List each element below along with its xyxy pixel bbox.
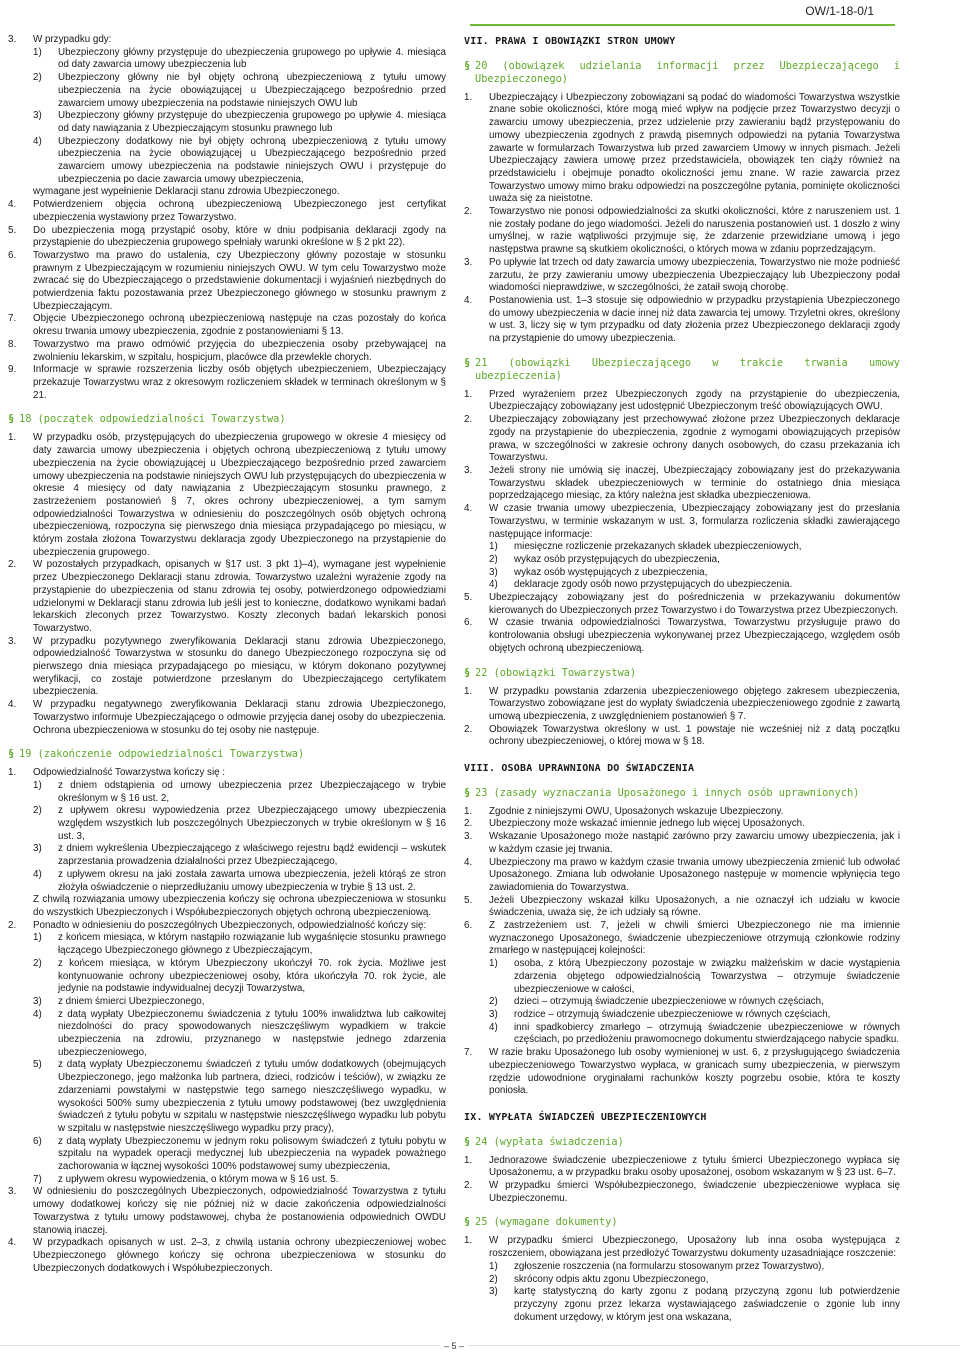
sub-item-text: wykaz osób występujących z ubezpieczenia, bbox=[514, 566, 708, 578]
clause-text: Jeżeli Ubezpieczony wskazał kilku Uposażonych, a nie oznaczył ich udziału w kwocie świadczenia, uważa się, że ich udziały są równe. bbox=[489, 894, 900, 919]
clause-number: 5. bbox=[8, 224, 17, 236]
clause-number: 1. bbox=[464, 388, 473, 400]
section-arrow-icon: § bbox=[464, 1216, 471, 1229]
sub-item bbox=[8, 1059, 446, 1135]
clause-text: W przypadku śmierci Ubezpieczonego, Uposażony lub inna osoba występująca z roszczeniem, obowiązana jest przedłożyć Towarzystwu dokumenty uzasadniające roszczenie: bbox=[489, 1235, 900, 1260]
clause-number: 5. bbox=[464, 894, 473, 906]
left-column bbox=[8, 34, 446, 1275]
clause bbox=[464, 389, 900, 414]
footer-rule bbox=[0, 1345, 960, 1346]
clause-text: W przypadku osób, przystępujących do ubezpieczenia grupowego w okresie 4 miesięcy od daty zawarcia umowy ubezpieczenia i objętych ochroną ubezpieczeniową z tytułu umowy ubezpieczenia na życie obowiązującej u Ubezpieczającego bezpośrednio przed zawarciem umowy ubezpieczenia na podstawie niniejszych OWU lub przystępujących do ubezpieczenia w okresie 4 miesięcy od daty nawiązania z Ubezpieczającym stosunku prawnego, z zastrzeżeniem postanowień § 7, okres ochrony ubezpieczeniowej, a tym samym odpowiedzialności Towarzystwa w odniesieniu do poszczególnych osób objętych ochroną ubezpieczeniową, rozpoczyna się pierwszego dnia miesiąca przypadającego po miesiącu, w którym została złożona Towarzystwu deklaracja zgody Ubezpieczonego na przystąpienie do ubezpieczenia grupowego. bbox=[33, 432, 446, 558]
sub-item bbox=[464, 958, 900, 996]
section-title: 22 (obowiązki Towarzystwa) bbox=[475, 666, 637, 679]
sub-item-number: 4) bbox=[33, 1008, 42, 1020]
clause-number: 2. bbox=[464, 723, 473, 735]
sub-item-number: 1) bbox=[489, 541, 498, 553]
clause-number: 4. bbox=[464, 503, 473, 515]
section-heading-22 bbox=[464, 667, 900, 680]
clause bbox=[464, 818, 900, 831]
chapter-heading-viii: VIII. OSOBA UPRAWNIONA DO ŚWIADCZENIA bbox=[464, 763, 695, 775]
clause-text: Ubezpieczony może wskazać imiennie jednego lub więcej Uposażonych. bbox=[489, 818, 805, 830]
sub-item-text: z datą wypłaty Ubezpieczonemu świadczeń z tytułu umów dodatkowych (obejmujących Ubezpieczonego, jego małżonka lub partnera, dzieci, rodziców i teściów), w związku ze zdarzeniami powstałymi w następstwie tego samego nieszczęśliwego wypadku, w wysokości 500% sumy ubezpieczenia z tytułu umowy podstawowej (bez uwzględnienia świadczeń z tytułu pobytu w szpitalu w następstwie nieszczęśliwego wypadku lub pobytu w szpitalu w następstwie nieszczęśliwego wypadku przy pracy), bbox=[58, 1059, 446, 1134]
section-heading-25 bbox=[464, 1216, 900, 1229]
clause bbox=[8, 636, 446, 700]
clause bbox=[464, 592, 900, 617]
page-number: – 5 – bbox=[440, 1341, 468, 1351]
clause-number: 1. bbox=[464, 685, 473, 697]
clause-text: Towarzystwo ma prawo do ustalenia, czy Ubezpieczony główny pozostaje w stosunku prawnym z Ubezpieczającym w rozumieniu niniejszych OWU. W tym celu Towarzystwo może zwracać się do Ubezpieczającego o przedstawienie dokumentacji i wyjaśnień niezbędnych do potwierdzenia faktu pozostawania przez Ubezpieczonego głównego w stosunku prawnym z Ubezpieczającym. bbox=[33, 249, 446, 312]
clause-text: Jednorazowe świadczenie ubezpieczeniowe z tytułu śmierci Ubezpieczonego wypłaca się Uposażonemu, a w przypadku braku osoby uposażonej, osobom wskazanym w § 23 ust. 6–7. bbox=[489, 1154, 900, 1179]
section-arrow-icon: § bbox=[464, 786, 471, 799]
clause-closing: Z chwilą rozwiązania umowy ubezpieczenia kończy się ochrona ubezpieczeniowa w stosunku do wszystkich Ubezpieczonych i Współubezpieczonych objętych ochroną ubezpieczeniową. bbox=[33, 894, 446, 918]
sub-item bbox=[8, 1174, 446, 1187]
clause bbox=[464, 206, 900, 257]
sub-item-number: 1) bbox=[489, 1260, 498, 1272]
clause bbox=[8, 199, 446, 224]
clause-number: 4. bbox=[464, 294, 473, 306]
sub-item-number: 2) bbox=[489, 553, 498, 565]
clause-number: 1. bbox=[8, 432, 17, 444]
clause-number: 6. bbox=[464, 920, 473, 932]
clause-number: 7. bbox=[464, 1047, 473, 1059]
clause bbox=[8, 699, 446, 737]
clause bbox=[8, 339, 446, 364]
clause bbox=[8, 364, 446, 402]
section-title: 24 (wypłata świadczenia) bbox=[475, 1135, 624, 1148]
clause-number: 2. bbox=[8, 559, 17, 571]
sub-item-number: 4) bbox=[33, 135, 42, 147]
sub-item bbox=[8, 1136, 446, 1174]
sub-item bbox=[464, 996, 900, 1009]
sub-item-text: miesięczne rozliczenie przekazanych składek ubezpieczeniowych, bbox=[514, 541, 802, 553]
clause-number: 8. bbox=[8, 338, 17, 350]
clause bbox=[8, 34, 446, 47]
sub-item-text: z dniem śmierci Ubezpieczonego, bbox=[58, 995, 205, 1007]
clause bbox=[8, 1237, 446, 1275]
clause-text: W przypadkach opisanych w ust. 2–3, z chwilą ustania ochrony ubezpieczeniowej wobec Ubezpieczonego głównego kończy się ochrona ubezpieczeniowa w stosunku do Ubezpieczonych dodatkowych i Współubezpieczonych. bbox=[33, 1237, 446, 1274]
clause-text: Po upływie lat trzech od daty zawarcia umowy ubezpieczenia, Towarzystwo nie może podnieść zarzutu, że przy zawieraniu umowy ubezpieczenia Ubezpieczający lub Ubezpieczony podał wiadomości nieprawdziwe, w szczególności, że zataił swoją chorobę. bbox=[489, 256, 900, 294]
sub-item bbox=[8, 805, 446, 843]
header-rule bbox=[470, 24, 895, 26]
clause-number: 2. bbox=[464, 414, 473, 426]
sub-item bbox=[8, 996, 446, 1009]
section-title: 20 (obowiązek udzielania informacji przez Ubezpieczającego i Ubezpieczonego) bbox=[475, 59, 900, 85]
clause bbox=[464, 686, 900, 724]
sub-item-text: deklaracje zgody osób nowo przystępujących do ubezpieczenia. bbox=[514, 579, 793, 591]
sub-item-number: 7) bbox=[33, 1173, 42, 1185]
clause-number: 3. bbox=[464, 256, 473, 268]
section-title: 21 (obowiązki Ubezpieczającego w trakcie trwania umowy ubezpieczenia) bbox=[475, 356, 900, 382]
sub-item-text: dzieci – otrzymują świadczenie ubezpieczeniowe w równych częściach, bbox=[514, 996, 824, 1008]
sub-item-text: osoba, z którą Ubezpieczony pozostaje w związku małżeńskim w dacie wystąpienia zdarzenia objętego odpowiedzialnością Towarzystwa – otrzymuje świadczenie ubezpieczeniowe w całości, bbox=[514, 958, 900, 995]
clause-text: Obowiązek Towarzystwa określony w ust. 1 powstaje nie wcześniej niż z datą początku ochrony ubezpieczeniowej, o której mowa w § 18. bbox=[489, 723, 900, 748]
clause-text: W przypadku negatywnego zweryfikowania Deklaracji stanu zdrowia Ubezpieczonego, Towarzystwo informuje Ubezpieczającego o odmowie przyjęcia danej osoby do ubezpieczenia. Ochrona ubezpieczeniowa w stosunku do tej osoby nie następuje. bbox=[33, 699, 446, 736]
clause-text: W przypadku powstania zdarzenia ubezpieczeniowego objętego zakresem ubezpieczenia, Towarzystwo zobowiązane jest do wypłaty świadczenia ubezpieczeniowego zgodnie z zawartą umową ubezpieczenia, z uwzględnieniem postanowień § 7. bbox=[489, 685, 900, 722]
clause-closing: wymagane jest wypełnienie Deklaracji stanu zdrowia Ubezpieczonego. bbox=[33, 186, 340, 198]
section-arrow-icon: § bbox=[464, 356, 471, 369]
clause-text: W czasie trwania odpowiedzialności Towarzystwa, Towarzystwu przysługuje prawo do kontrolowania obsługi ubezpieczenia wykonywanej przez Ubezpieczającego, względem osób objętych ochroną ubezpieczeniową. bbox=[489, 617, 900, 654]
section-heading-19 bbox=[8, 748, 446, 761]
clause bbox=[464, 857, 900, 895]
clause bbox=[8, 1186, 446, 1237]
sub-item bbox=[464, 541, 900, 554]
clause-text: Wskazanie Uposażonego może nastąpić zarówno przy zawarciu umowy ubezpieczenia, jak i w każdym czasie jej trwania. bbox=[489, 831, 900, 855]
clause bbox=[464, 724, 900, 749]
sub-item-number: 3) bbox=[489, 566, 498, 578]
clause bbox=[8, 225, 446, 250]
section-arrow-icon: § bbox=[8, 413, 15, 426]
sub-item-text: Ubezpieczony główny przystępuje do ubezpieczenia grupowego po upływie 4. miesiąca od daty nawiązania z Ubezpieczającym stosunku prawnego lub bbox=[58, 110, 446, 134]
sub-item-number: 2) bbox=[33, 805, 42, 817]
clause-text: Postanowienia ust. 1–3 stosuje się odpowiednio w przypadku przystąpienia Ubezpieczonego do umowy ubezpieczenia w dacie innej niż data zawarcia tej umowy. Trzyletni okres, określony w ust. 3, liczy się w tym przypadku od daty złożenia przez Ubezpieczonego deklaracji zgody na przystąpienie do umowy ubezpieczenia. bbox=[489, 294, 900, 345]
clause-number: 1. bbox=[464, 1235, 473, 1247]
clause bbox=[8, 250, 446, 314]
clause-text: Zgodnie z niniejszymi OWU, Uposażonych wskazuje Ubezpieczony. bbox=[489, 805, 784, 817]
sub-item-number: 3) bbox=[33, 110, 42, 122]
clause-text: Do ubezpieczenia mogą przystąpić osoby, które w dniu podpisania deklaracji zgody na przystąpienie do ubezpieczenia grupowego spełniały warunki określone w § 2 pkt 22). bbox=[33, 224, 446, 249]
clause-number: 2. bbox=[464, 818, 473, 830]
clause-number: 4. bbox=[464, 856, 473, 868]
sub-item bbox=[8, 780, 446, 805]
sub-item-text: wykaz osób przystępujących do ubezpieczenia, bbox=[514, 553, 720, 565]
sub-item-number: 3) bbox=[33, 995, 42, 1007]
sub-item-number: 3) bbox=[489, 1009, 498, 1020]
sub-item-number: 2) bbox=[489, 1273, 498, 1285]
clause-text: Objęcie Ubezpieczonego ochroną ubezpieczeniową następuje na czas pozostały do końca okresu trwania umowy ubezpieczenia, zgodnie z postanowieniami § 13. bbox=[33, 313, 446, 338]
sub-item bbox=[464, 1286, 900, 1324]
clause-text: Towarzystwo nie ponosi odpowiedzialności za skutki okoliczności, które z naruszeniem ust. 1 nie zostały podane do jego wiadomości. Jeżeli do naruszenia postanowień ust. 1 doszło z winy umyślnej, w razie wątpliwości przyjmuje się, że zdarzenie przewidziane umową i jego następstwa prawne są skutkiem okoliczności, o których mowa w zdaniu poprzedzającym. bbox=[489, 206, 900, 256]
clause bbox=[464, 806, 900, 819]
clause-text: W odniesieniu do poszczególnych Ubezpieczonych, odpowiedzialność Towarzystwa z tytułu umowy dodatkowej kończy się nie później niż w dacie zakończenia odpowiedzialności Towarzystwa z tytułu umowy podstawowej, chyba że postanowienia odpowiednich OWDU stanowią inaczej. bbox=[33, 1186, 446, 1236]
sub-item-number: 1) bbox=[33, 779, 42, 791]
sub-item-text: rodzice – otrzymują świadczenie ubezpieczeniowe w równych częściach, bbox=[514, 1009, 831, 1020]
section-arrow-icon: § bbox=[464, 666, 471, 679]
sub-item bbox=[8, 932, 446, 957]
clause-number: 2. bbox=[464, 206, 473, 218]
sub-item-number: 3) bbox=[489, 1286, 498, 1298]
section-heading-24 bbox=[464, 1136, 900, 1149]
clause-text: W razie braku Uposażonego lub osoby wymienionej w ust. 6, z przysługującego świadczenia ubezpieczeniowego Towarzystwo wypłaca, w granicach sumy ubezpieczenia, w pierwszym rzędzie udowodnione oryginałami rachunków koszty pogrzebu osobie, która te koszty poniosła. bbox=[489, 1047, 900, 1097]
sub-item-number: 5) bbox=[33, 1059, 42, 1071]
section-heading-18 bbox=[8, 413, 446, 426]
section-arrow-icon: § bbox=[464, 59, 471, 72]
sub-item-text: z datą wypłaty Ubezpieczonemu w jednym roku polisowym świadczeń z tytułu pobytu w szpitalu na wypadek operacji medycznej lub ubezpieczenia na wypadek poważnego zachorowania w łącznej wysokości 100% podstawowej sumy ubezpieczenia, bbox=[58, 1135, 446, 1173]
sub-item-number: 4) bbox=[489, 579, 498, 591]
clause-number: 1. bbox=[464, 91, 473, 103]
sub-item-number: 1) bbox=[33, 46, 42, 58]
clause-text: W czasie trwania umowy ubezpieczenia, Ubezpieczający zobowiązany jest do przesłania Towarzystwu, w terminie wskazanym w ust. 3, formularza rozliczenia składki zawierającego następujące informacje: bbox=[489, 503, 900, 540]
clause-text: Ubezpieczający zobowiązany jest przechowywać złożone przez Ubezpieczonych deklaracje zgody na przystąpienie do ubezpieczenia, zgodnie z wymogami obowiązujących przepisów prawa, w szczególności w zakresie ochrony danych osobowych, do czasu przekazania ich Towarzystwu. bbox=[489, 414, 900, 464]
sub-item-number: 6) bbox=[33, 1135, 42, 1147]
sub-item-number: 1) bbox=[33, 932, 42, 944]
sub-item bbox=[8, 110, 446, 135]
section-title: 25 (wymagane dokumenty) bbox=[475, 1216, 618, 1229]
clause-text: Odpowiedzialność Towarzystwa kończy się : bbox=[33, 767, 226, 779]
clause bbox=[464, 895, 900, 920]
sub-item-text: Ubezpieczony główny nie był objęty ochroną ubezpieczeniową z tytułu umowy ubezpieczenia na życie obowiązującej u Ubezpieczającego bezpośrednio przed zawarciem umowy ubezpieczenia na podstawie niniejszych OWU lub bbox=[58, 72, 446, 109]
clause bbox=[8, 313, 446, 338]
sub-item bbox=[464, 1274, 900, 1287]
sub-item bbox=[8, 843, 446, 868]
clause-number: 1. bbox=[8, 767, 17, 779]
clause-number: 5. bbox=[464, 592, 473, 604]
clause-number: 6. bbox=[464, 617, 473, 629]
sub-item bbox=[464, 1009, 900, 1022]
clause-text: Towarzystwo ma prawo odmówić przyjęcia do ubezpieczenia osoby przebywającej na zwolnieniu lekarskim, w szpitalu, hospicjum, placówce dla przewlekle chorych. bbox=[33, 338, 446, 363]
sub-item-number: 2) bbox=[489, 996, 498, 1008]
sub-item-number: 2) bbox=[33, 957, 42, 969]
clause bbox=[464, 1235, 900, 1260]
clause-number: 3. bbox=[8, 1186, 17, 1198]
sub-item-text: Ubezpieczony główny przystępuje do ubezpieczenia grupowego po upływie 4. miesiąca od daty zawarcia umowy ubezpieczenia lub bbox=[58, 46, 446, 71]
clause bbox=[464, 1155, 900, 1180]
sub-item-text: Ubezpieczony dodatkowy nie był objęty ochroną ubezpieczeniową z tytułu umowy ubezpieczenia na życie obowiązującej u Ubezpieczającego bezpośrednio przed zawarciem umowy ubezpieczenia na podstawie niniejszych OWU i przystępuje do ubezpieczenia po dacie zawarcia umowy ubezpieczenia, bbox=[58, 135, 446, 185]
clause-number: 3. bbox=[8, 34, 17, 45]
sub-item-number: 4) bbox=[489, 1021, 498, 1033]
clause-number: 7. bbox=[8, 313, 17, 325]
sub-item-number: 1) bbox=[489, 958, 498, 970]
clause bbox=[464, 465, 900, 503]
clause bbox=[464, 257, 900, 295]
sub-item-text: z datą wypłaty Ubezpieczonemu świadczenia z tytułu 100% inwalidztwa lub całkowitej niezdolności do pracy spowodowanych nieszczęśliwym wypadkiem w trakcie ubezpieczenia na zdrowiu, przyznanego w następstwie jednego zdarzenia ubezpieczeniowego, bbox=[58, 1008, 446, 1058]
section-arrow-icon: § bbox=[8, 748, 15, 761]
clause bbox=[464, 1180, 900, 1205]
sub-item-number: 2) bbox=[33, 72, 42, 84]
section-title: 19 (zakończenie odpowiedzialności Towarzystwa) bbox=[19, 748, 305, 761]
document-code: OW/1-18-0/1 bbox=[805, 4, 874, 18]
clause-text: Jeżeli strony nie umówią się inaczej, Ubezpieczający zobowiązany jest do przekazywania Towarzystwu składek ubezpieczeniowych w terminie do ostatniego dnia miesiąca poprzedzającego miesiąc, za który należna jest składka ubezpieczeniowa. bbox=[489, 464, 900, 502]
clause-text: Ubezpieczony ma prawo w każdym czasie trwania umowy ubezpieczenia zmienić lub odwołać Uposażonego. Zmiana lub odwołanie Uposażonego następuje w momencie wpłynięcia tego zawiadomienia do Towarzystwa. bbox=[489, 856, 900, 893]
sub-item bbox=[464, 554, 900, 567]
section-title: 18 (początek odpowiedzialności Towarzystwa) bbox=[19, 413, 286, 426]
clause bbox=[464, 617, 900, 655]
sub-item-text: zgłoszenie roszczenia (na formularzu stosowanym przez Towarzystwo), bbox=[514, 1260, 825, 1272]
sub-item-text: skrócony odpis aktu zgonu Ubezpieczonego, bbox=[514, 1273, 709, 1285]
clause-number: 4. bbox=[8, 699, 17, 711]
sub-item bbox=[464, 579, 900, 592]
section-heading-21 bbox=[464, 357, 900, 383]
clause-text: Ubezpieczający i Ubezpieczony zobowiązani są podać do wiadomości Towarzystwa wszystkie znane sobie okoliczności, które mogą mieć wpływ na podjęcie przez Towarzystwo decyzji o zawarciu umowy ubezpieczenia, przez udzielenie przy zawieraniu bądź przystępowaniu do umowy ubezpieczenia zgodnych z prawdą pisemnych odpowiedzi na pytania Towarzystwa zawarte w formularzach Towarzystwa lub przed zawarciem Umowy w innych pismach. Jeżeli Ubezpieczający zawiera umowę przez przedstawiciela, obowiązek ten ciąży również na przedstawicielu i obejmuje ponadto okoliczności jemu znane. W razie zawarcia przez Towarzystwo umowy mimo braku odpowiedzi na poszczególne pytania, pominięte okoliczności uważa się za nieistotne. bbox=[489, 91, 900, 205]
clause bbox=[464, 1047, 900, 1098]
clause-number: 9. bbox=[8, 364, 17, 376]
sub-item bbox=[8, 47, 446, 72]
right-column bbox=[464, 34, 900, 1324]
sub-item bbox=[8, 958, 446, 996]
sub-item-text: z końcem miesiąca, w którym nastąpiło rozwiązanie lub wygaśnięcie stosunku prawnego łączącego Ubezpieczonego głównego z Ubezpieczającym, bbox=[58, 932, 446, 957]
clause-text: W przypadku pozytywnego zweryfikowania Deklaracji stanu zdrowia Ubezpieczonego, odpowiedzialność Towarzystwa w stosunku do danego Ubezpieczonego rozpoczyna się od pierwszego dnia miesiąca przypadającego po miesiącu, w którym dokonano pozytywnej weryfikacji, co zostaje potwierdzone przesłanym do Ubezpieczającego certyfikatem ubezpieczenia. bbox=[33, 635, 446, 698]
clause bbox=[464, 295, 900, 346]
clause bbox=[464, 92, 900, 206]
sub-item-text: z upływem okresu na jaki została zawarta umowa ubezpieczenia, jeżeli którąś ze stron złożyła oświadczenie o nieprzedłużaniu umowy ubezpieczenia w trybie § 13 ust. 2. bbox=[58, 868, 446, 893]
clause bbox=[8, 432, 446, 559]
clause bbox=[464, 831, 900, 856]
clause-text: Ubezpieczający zobowiązany jest do pośredniczenia w przekazywaniu dokumentów kierowanych do Ubezpieczonych przez Towarzystwo i do Towarzystwa przez Ubezpieczonych. bbox=[489, 592, 900, 616]
clause bbox=[464, 414, 900, 465]
clause bbox=[8, 559, 446, 635]
section-heading-23 bbox=[464, 787, 900, 800]
chapter-heading-vii: VII. PRAWA I OBOWIĄZKI STRON UMOWY bbox=[464, 36, 676, 47]
sub-item-text: z upływem okresu wypowiedzenia przez Ubezpieczającego umowy ubezpieczenia względem wszystkich lub poszczególnych Ubezpieczonych w trybie określonym w § 16 ust. 3, bbox=[58, 805, 446, 842]
clause-text: Potwierdzeniem objęcia ochroną ubezpieczeniową Ubezpieczonego jest certyfikat ubezpieczenia wystawiony przez Towarzystwo. bbox=[33, 199, 446, 223]
sub-item-number: 4) bbox=[33, 868, 42, 880]
sub-item bbox=[464, 1022, 900, 1047]
section-arrow-icon: § bbox=[464, 1135, 471, 1148]
clause-text: W przypadku gdy: bbox=[33, 34, 112, 45]
clause-number: 3. bbox=[8, 635, 17, 647]
sub-item-text: z dniem odstąpienia od umowy ubezpieczenia przez Ubezpieczającego w trybie określonym w § 16 ust. 2, bbox=[58, 779, 446, 804]
sub-item bbox=[8, 72, 446, 110]
clause-number: 1. bbox=[464, 805, 473, 817]
sub-item-text: z dniem wykreślenia Ubezpieczającego z właściwego rejestru bądź ewidencji – wskutek zaprzestania prowadzenia działalności przez Ubezpieczającego, bbox=[58, 843, 446, 868]
sub-item-text: inni spadkobiercy zmarłego – otrzymują świadczenie ubezpieczeniowe w równych częściach, po przedłożeniu prawomocnego dokumentu stwierdzającego nabycie spadku. bbox=[514, 1021, 900, 1046]
clause-text: Przed wyrażeniem przez Ubezpieczonych zgody na przystąpienie do ubezpieczenia, Ubezpieczający zobowiązany jest udostępnić Ubezpieczonym treść obowiązujących OWU. bbox=[489, 388, 900, 413]
clause-text: Ponadto w odniesieniu do poszczególnych Ubezpieczonych, odpowiedzialność kończy się: bbox=[33, 919, 427, 931]
clause bbox=[8, 767, 446, 780]
section-heading-20 bbox=[464, 60, 900, 86]
section-title: 23 (zasady wyznaczania Uposażonego i innych osób uprawnionych) bbox=[475, 786, 860, 799]
clause-number: 4. bbox=[8, 199, 17, 211]
clause-number: 3. bbox=[464, 831, 473, 843]
sub-item-text: z upływem okresu wypowiedzenia, o którym mowa w § 16 ust. 5. bbox=[58, 1173, 339, 1185]
clause-number: 1. bbox=[464, 1154, 473, 1166]
sub-item bbox=[8, 1009, 446, 1060]
clause bbox=[464, 920, 900, 958]
clause-text: W pozostałych przypadkach, opisanych w §17 ust. 3 pkt 1)–4), wymagane jest wypełnienie przez Ubezpieczonego Deklaracji stanu zdrowia. Towarzystwo uzależni wyrażenie zgody na przystąpienie do ubezpieczenia od stanu zdrowia tej osoby, potwierdzonego odpowiedziami udzielonymi w Deklaracji stanu zdrowia lub jeśli jest to konieczne, dodatkowo wynikami badań lekarskich zleconych przez Towarzystwo. Koszty zleconych badań lekarskich ponosi Towarzystwo. bbox=[33, 559, 446, 634]
sub-item bbox=[8, 869, 446, 894]
clause bbox=[464, 503, 900, 541]
clause-number: 2. bbox=[8, 919, 17, 931]
clause-number: 2. bbox=[464, 1180, 473, 1192]
clause bbox=[8, 920, 446, 933]
clause-number: 3. bbox=[464, 464, 473, 476]
clause-number: 4. bbox=[8, 1237, 17, 1249]
sub-item-text: z końcem miesiąca, w którym Ubezpieczony ukończył 70. rok życia. Możliwe jest kontynuowanie ochrony ubezpieczeniowej osoby, która ukończyła 70. rok życie, ale jedynie na podstawie indywidualnej decyzji Towarzystwa, bbox=[58, 957, 446, 995]
sub-item-text: kartę statystyczną do karty zgonu z podaną przyczyną zgonu lub potwierdzenie przyczyny zgonu przez lekarza wystawiającego zaświadczenie o zgonie lub inny dokument urzędowy, w którym jest ona wskazana, bbox=[514, 1286, 900, 1323]
clause-text: Informacje w sprawie rozszerzenia liczby osób objętych ubezpieczeniem, Ubezpieczający przekazuje Towarzystwu wraz z okresowym rozliczeniem składek w terminach określonym w § 21. bbox=[33, 364, 446, 401]
sub-item-number: 3) bbox=[33, 843, 42, 855]
clause-number: 6. bbox=[8, 249, 17, 261]
chapter-heading-ix: IX. WYPŁATA ŚWIADCZEŃ UBEZPIECZENIOWYCH bbox=[464, 1111, 707, 1123]
clause-text: Z zastrzeżeniem ust. 7, jeżeli w chwili śmierci Ubezpieczonego nie ma imiennie wyznaczonego Uposażonego, świadczenie ubezpieczeniowe otrzymują członkowie rodziny zmarłego w następującej kolejności: bbox=[489, 920, 900, 957]
sub-item bbox=[464, 1261, 900, 1274]
sub-item bbox=[464, 567, 900, 580]
sub-item bbox=[8, 136, 446, 187]
clause-text: W przypadku śmierci Współubezpieczonego, świadczenie ubezpieczeniowe wypłaca się Ubezpieczonemu. bbox=[489, 1180, 900, 1204]
